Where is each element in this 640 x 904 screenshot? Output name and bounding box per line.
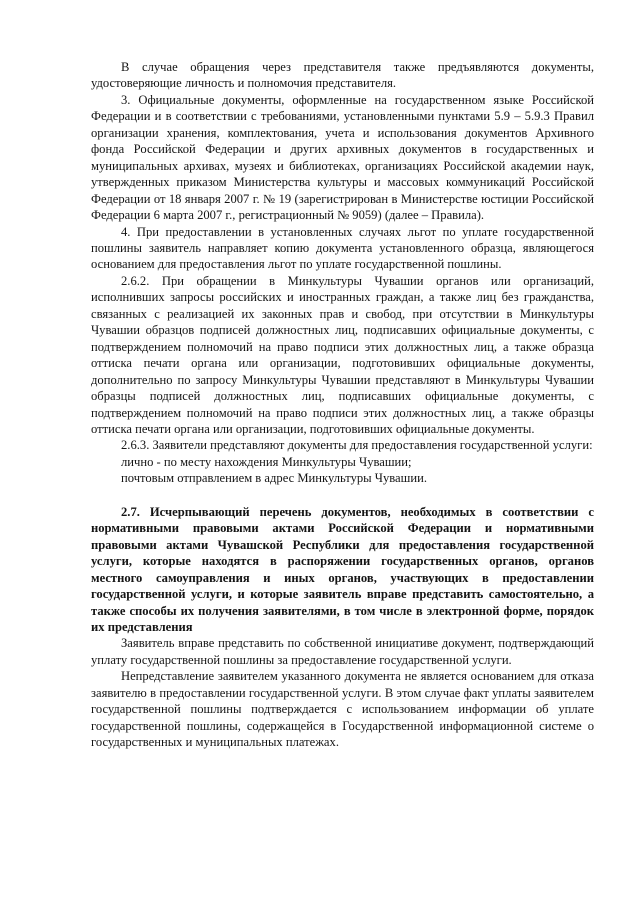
section-heading-2-7: 2.7. Исчерпывающий перечень документов, необходимых в соответствии с нормативными правовыми актами Российской Федерации и нормативными правовыми актами Чувашской Республики для предоставления государственной услуги, которые находятся в распоряжении государственных органов, органов местного самоуправления и иных органов, участвующих в предоставлении государственной услуги, и которые заявитель вправе представить самостоятельно, а также способы их получения заявителями, в том числе в электронной форме, порядок их представления — [91, 504, 594, 634]
paragraph-2-6-2: 2.6.2. При обращении в Минкультуры Чувашии органов или организаций, исполнивших запросы российских и иностранных граждан, а также лиц без гражданства, связанных с реализацией их законных прав и свобод, при отсутствии в Минкультуры Чувашии образцов подписей должностных лиц, подписавших официальные документы, с подтверждением полномочий на право подписи этих должностных лиц, а также образца оттиска печати органа или организации, подготовивших официальные документы, дополнительно по запросу Минкультуры Чувашии представляют в Минкультуры Чувашии образцы подписей должностных лиц, подписавших официальные документы, с подтверждением полномочий на право подписи этих должностных лиц, а также образцы оттиска печати органа или организации, подготовивших официальные документы. — [91, 273, 594, 436]
paragraph-representative: В случае обращения через представителя также предъявляются документы, удостоверяющие личность и полномочия представителя. — [91, 60, 594, 91]
paragraph-official-documents: 3. Официальные документы, оформленные на государственном языке Российской Федерации и в соответствии с требованиями, установленными пунктами 5.9 – 5.9.3 Правил организации хранения, комплектования, учета и использования документов Архивного фонда Российской Федерации и других архивных документов в государственных и муниципальных архивах, музеях и библиотеках, организациях Российской академии наук, утвержденных приказом Министерства культуры и массовых коммуникаций Российской Федерации от 18 января 2007 г. № 19 (зарегистрирован в Министерстве юстиции Российской Федерации 6 марта 2007 г., регистрационный № 9059) (далее – Правила). — [91, 92, 594, 223]
paragraph-fee-benefits: 4. При предоставлении в установленных случаях льгот по уплате государственной пошлины заявитель направляет копию документа установленного образца, являющегося основанием для предоставления льгот по уплате государственной пошлины. — [91, 224, 594, 272]
list-item-in-person: лично - по месту нахождения Минкультуры Чувашии; — [121, 454, 412, 469]
paragraph-fee-document: Заявитель вправе представить по собственной инициативе документ, подтверждающий уплату государственной пошлины за предоставление государственной услуги. — [91, 636, 594, 667]
paragraph-non-submission: Непредставление заявителем указанного документа не является основанием для отказа заявителю в предоставлении государственной услуги. В этом случае факт уплаты заявителем государственной пошлины подтверждается с использованием информации об уплате государственной пошлины, содержащейся в Государственной информационной системе о государственных и муниципальных платежах. — [91, 669, 594, 750]
document-page — [91, 59, 594, 751]
list-item-by-mail: почтовым отправлением в адрес Минкультуры Чувашии. — [121, 471, 427, 486]
paragraph-2-6-3: 2.6.3. Заявители представляют документы для предоставления государственной услуги: — [121, 438, 593, 453]
